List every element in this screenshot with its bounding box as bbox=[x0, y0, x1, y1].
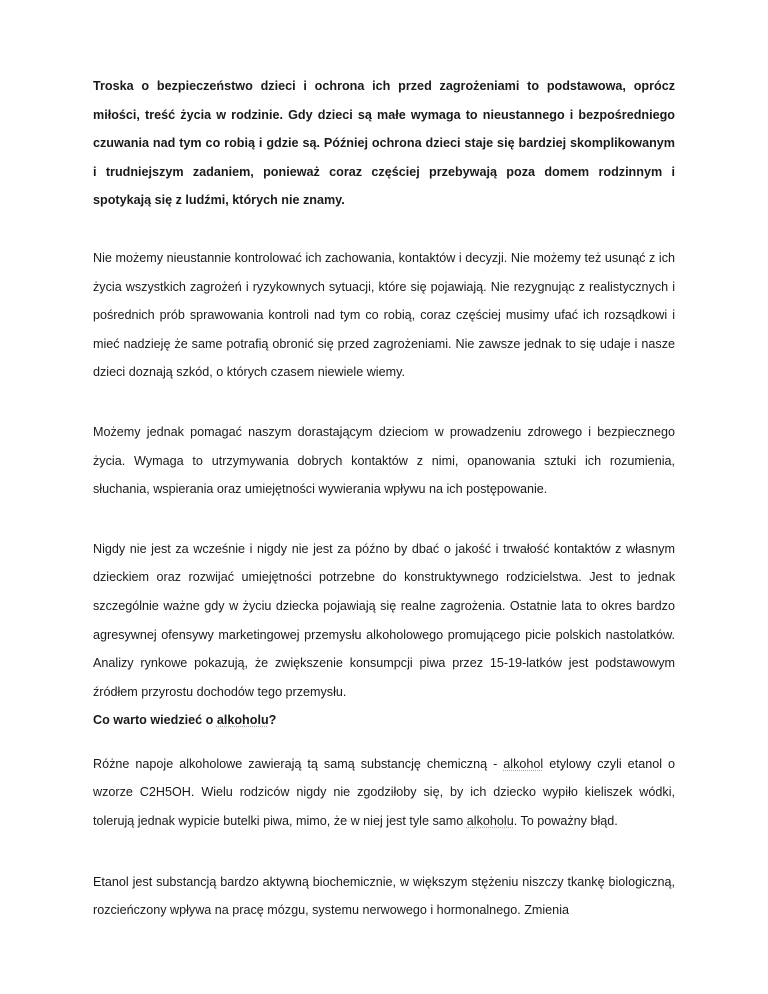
support-paragraph: Możemy jednak pomagać naszym dorastającym dzieciom w prowadzeniu zdrowego i bezpiecznego życia. Wymaga to utrzymywania dobrych kontaktów z nimi, opanowania sztuki ich rozumienia, słuchania, wspierania oraz umiejętności wywierania wpływu na ich postępowanie. bbox=[93, 424, 675, 497]
alcohol-link-2[interactable]: alkoholu bbox=[466, 814, 514, 829]
alcohol-link-1[interactable]: alkohol bbox=[503, 756, 544, 771]
intro-paragraph: Troska o bezpieczeństwo dzieci i ochrona ich przed zagrożeniami to podstawowa, oprócz miłości, treść życia w rodzinie. Gdy dzieci są małe wymaga to nieustannego i bezpośredniego czuwania nad tym co robią i gdzie są. Później ochrona dzieci staje się bardziej skomplikowanym i trudniejszym zadaniem, ponieważ coraz częściej przebywają poza domem rodzinnym i spotykają się z ludźmi, których nie znamy. bbox=[93, 79, 675, 208]
alcohol-text-2: etylowy czyli etanol o wzorze C2H5OH. Wielu rodziców nigdy nie zgodziłoby się, by ich dziecko wypiło kieliszek wódki, tolerują jednak wypicie butelki piwa, mimo, że w niej jest tyle samo bbox=[93, 756, 675, 829]
heading-suffix: ? bbox=[268, 713, 277, 728]
heading-prefix: Co warto wiedzieć o bbox=[93, 713, 217, 728]
alcohol-text-3: . To poważny błąd. bbox=[513, 814, 618, 829]
control-paragraph: Nie możemy nieustannie kontrolować ich zachowania, kontaktów i decyzji. Nie możemy też usunąć z ich życia wszystkich zagrożeń i ryzykownych sytuacji, które się pojawiają. Nie rezygnując z realistycznych i pośrednich prób sprawowania kontroli nad tym co robią, coraz częściej musimy ufać ich rozsądkowi i mieć nadzieję że same potrafią obronić się przed zagrożeniami. Nie zawsze jednak to się udaje i nasze dzieci doznają szkód, o których czasem niewiele wiemy. bbox=[93, 250, 675, 380]
alcohol-text-1: Różne napoje alkoholowe zawierają tą samą substancję chemiczną - bbox=[93, 756, 504, 771]
document-page bbox=[93, 72, 675, 925]
parenting-paragraph: Nigdy nie jest za wcześnie i nigdy nie jest za późno by dbać o jakość i trwałość kontaktów z własnym dzieckiem oraz rozwijać umiejętności potrzebne do konstruktywnego rodzicielstwa. Jest to jednak szczególnie ważne gdy w życiu dziecka pojawiają się realne zagrożenia. Ostatnie lata to okres bardzo agresywnej ofensywy marketingowej przemysłu alkoholowego promującego picie polskich nastolatków. Analizy rynkowe pokazują, że zwiększenie konsumpcji piwa przez 15-19-latków jest podstawowym źródłem przyrostu dochodów tego przemysłu. bbox=[93, 541, 675, 699]
ethanol-paragraph: Etanol jest substancją bardzo aktywną biochemicznie, w większym stężeniu niszczy tkankę biologiczną, rozcieńczony wpływa na pracę mózgu, systemu nerwowego i hormonalnego. Zmienia bbox=[93, 874, 675, 918]
alcohol-link[interactable]: alkoholu bbox=[216, 713, 269, 728]
section-heading bbox=[93, 706, 675, 735]
alcohol-paragraph bbox=[93, 750, 675, 836]
